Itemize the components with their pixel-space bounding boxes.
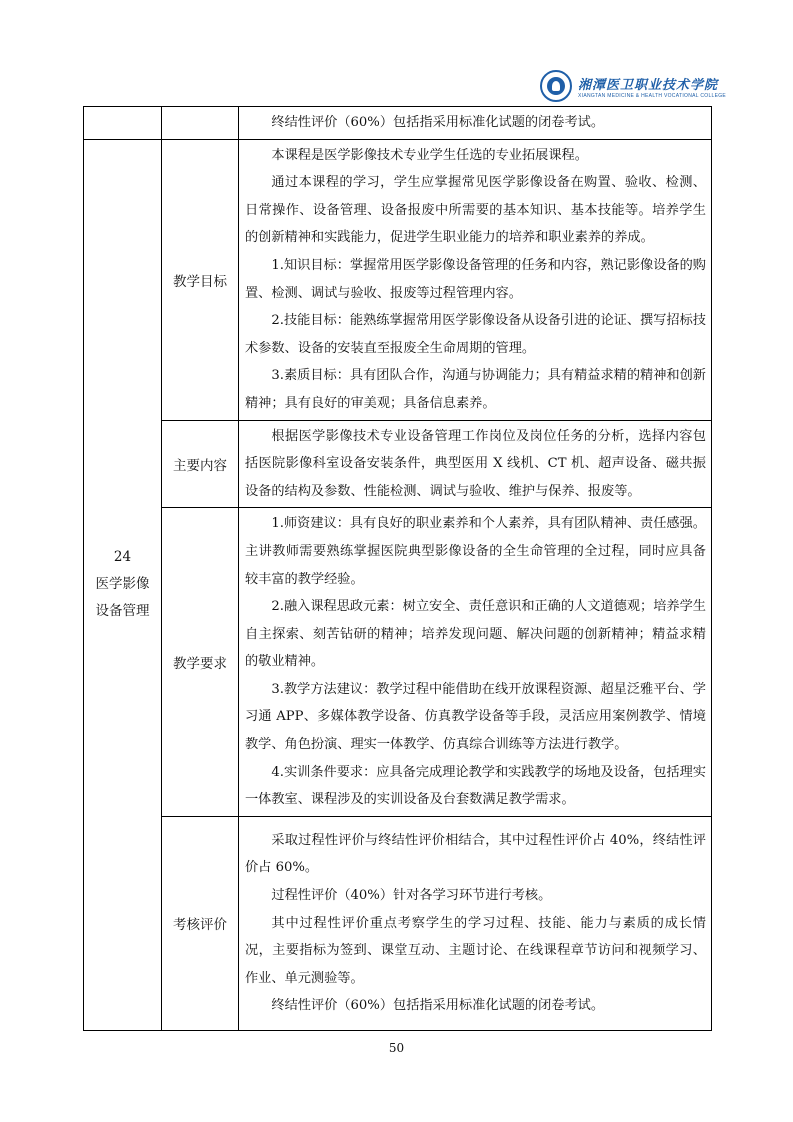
assessment-para: 终结性评价（60%）包括指采用标准化试题的闭卷考试。 (271, 998, 605, 1014)
continuation-col1 (84, 107, 162, 140)
page-number: 50 (388, 1041, 405, 1055)
course-name-line2: 设备管理 (95, 603, 150, 620)
school-emblem-icon (540, 70, 572, 102)
school-name-block (578, 74, 726, 99)
requirements-para: 1.师资建议：具有良好的职业素养和个人素养，具有团队精神、责任感强。主讲教师需要熟练掌握医院典型影像设备的全生命管理的全过程，同时应具备较丰富的教学经验。 (245, 516, 706, 587)
content-row (84, 420, 712, 508)
objectives-para: 2.技能目标：能熟练掌握常用医学影像设备从设备引进的论证、撰写招标技术参数、设备的安装直至报废全生命周期的管理。 (245, 313, 706, 356)
school-name-cn: 湘潭医卫职业技术学院 (578, 77, 719, 93)
course-name-line1: 医学影像 (95, 576, 150, 593)
continuation-text: 终结性评价（60%）包括指采用标准化试题的闭卷考试。 (239, 107, 712, 140)
content-label: 主要内容 (162, 420, 239, 508)
objectives-para: 1.知识目标：掌握常用医学影像设备管理的任务和内容，熟记影像设备的购置、检测、调试与验收、报废等过程管理内容。 (245, 257, 706, 301)
assessment-para: 过程性评价（40%）针对各学习环节进行考核。 (271, 887, 552, 903)
content-text (239, 420, 712, 508)
objectives-row (84, 139, 712, 420)
content-para: 根据医学影像技术专业设备管理工作岗位及岗位任务的分析，选择内容包括医院影像科室设备安装条件，典型医用 X 线机、CT 机、超声设备、磁共振设备的结构及参数、性能检测、调试与验收、维护与保养、报废等。 (245, 428, 706, 499)
requirements-para: 4.实训条件要求：应具备完成理论教学和实践教学的场地及设备，包括理实一体教室、课程涉及的实训设备及台套数满足教学需求。 (245, 764, 706, 808)
school-name-en: XIANGTAN MEDICINE & HEALTH VOCATIONAL COLLEGE (578, 92, 727, 99)
course-name-cell (84, 139, 162, 1030)
continuation-col2 (162, 107, 239, 140)
course-table (83, 106, 712, 1031)
assessment-content (239, 816, 712, 1030)
requirements-content (239, 508, 712, 817)
objectives-para: 3.素质目标：具有团队合作，沟通与协调能力；具有精益求精的精神和创新精神；具有良好的审美观；具备信息素养。 (245, 368, 706, 411)
objectives-para: 本课程是医学影像技术专业学生任选的专业拓展课程。 (271, 147, 588, 163)
assessment-para: 采取过程性评价与终结性评价相结合，其中过程性评价占 40%，终结性评价占 60%。 (245, 832, 706, 876)
requirements-para: 3.教学方法建议：教学过程中能借助在线开放课程资源、超星泛雅平台、学习通 APP、多媒体教学设备、仿真教学设备等手段，灵活应用案例教学、情境教学、角色扮演、理实一体教学、仿真综合训练等方法进行教学。 (245, 681, 706, 753)
requirements-para: 2.融入课程思政元素：树立安全、责任意识和正确的人文道德观；培养学生自主探索、刻苦钻研的精神；培养发现问题、解决问题的创新精神；精益求精的敬业精神。 (245, 599, 706, 670)
requirements-label: 教学要求 (162, 508, 239, 817)
objectives-label: 教学目标 (162, 139, 239, 420)
assessment-label: 考核评价 (162, 816, 239, 1030)
assessment-row (84, 816, 712, 1030)
continuation-row (84, 107, 712, 140)
objectives-para: 通过本课程的学习，学生应掌握常见医学影像设备在购置、验收、检测、日常操作、设备管理、设备报废中所需要的基本知识、基本技能等。培养学生的创新精神和实践能力，促进学生职业能力的培养和职业素养的养成。 (245, 175, 706, 246)
school-logo (540, 70, 726, 102)
objectives-content (239, 139, 712, 420)
course-number: 24 (113, 549, 132, 566)
requirements-row (84, 508, 712, 817)
assessment-para: 其中过程性评价重点考察学生的学习过程、技能、能力与素质的成长情况，主要指标为签到、课堂互动、主题讨论、在线课程章节访问和视频学习、作业、单元测验等。 (245, 915, 706, 986)
